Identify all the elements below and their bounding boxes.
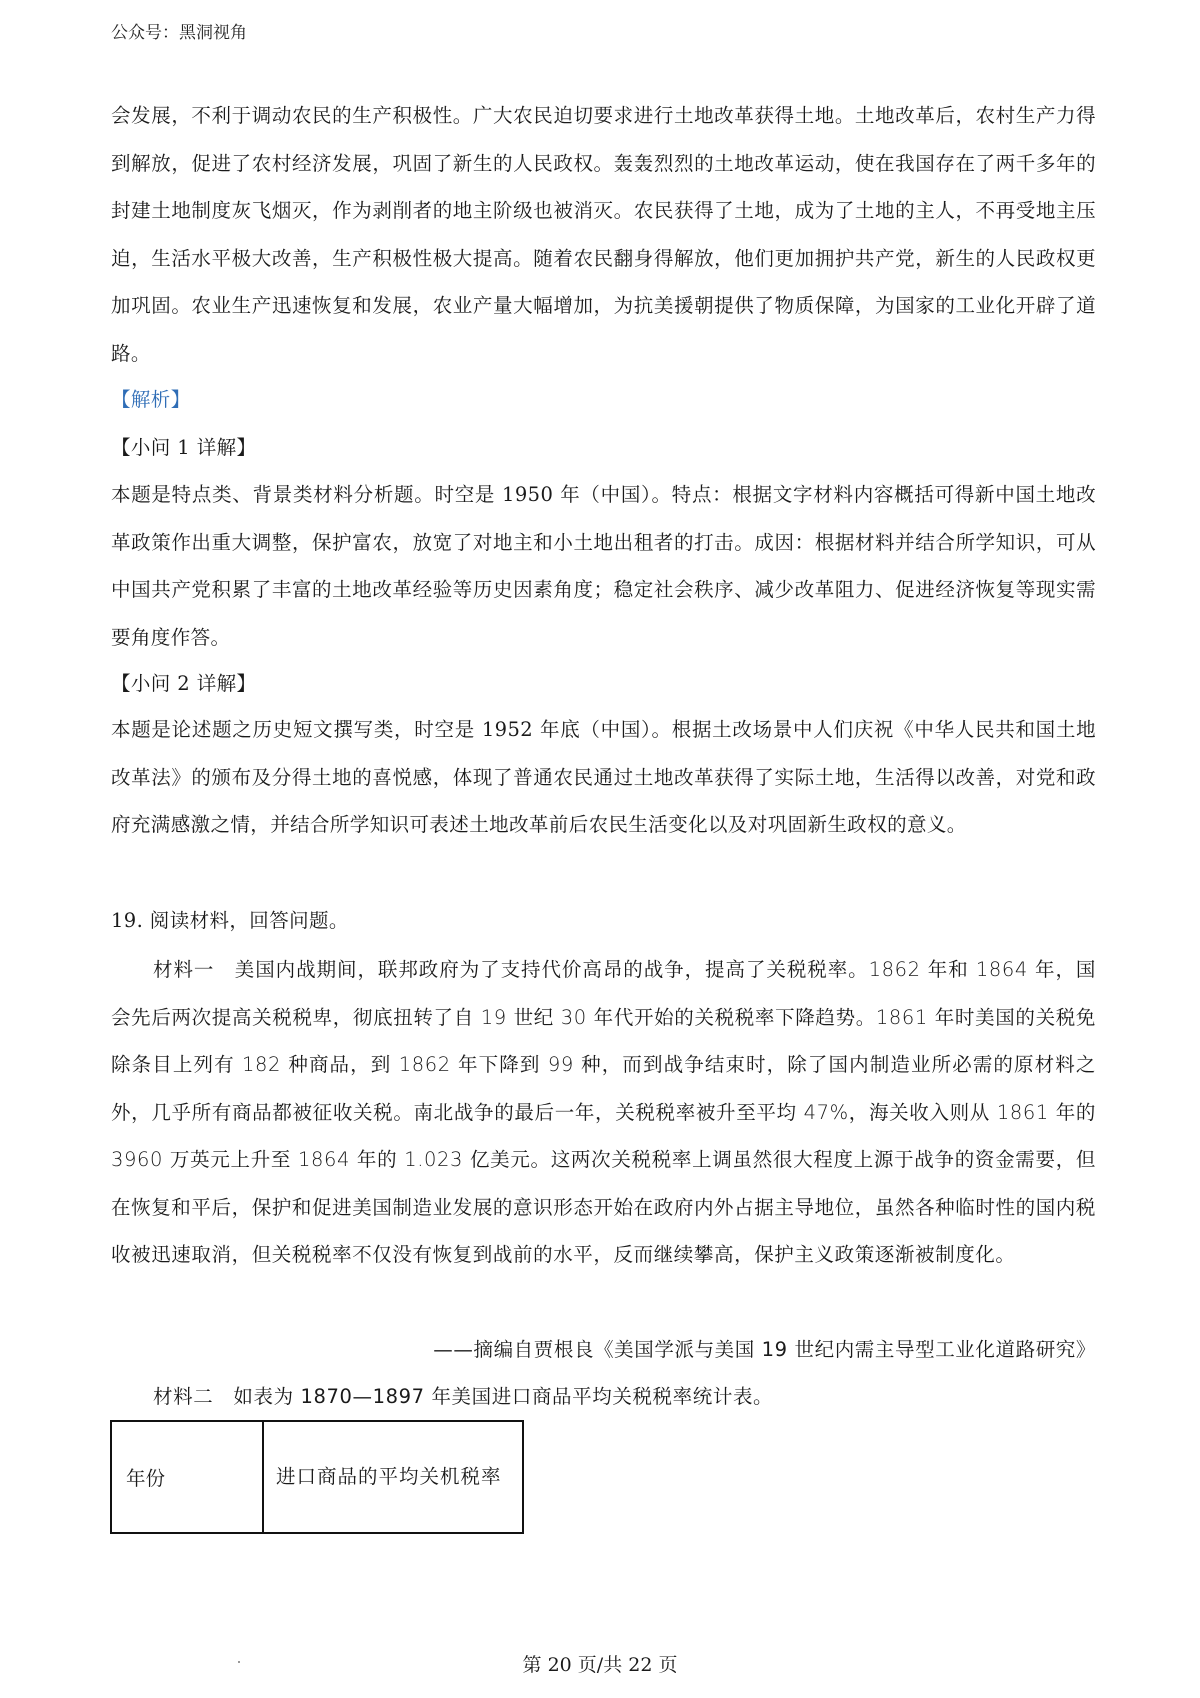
- analysis-heading: 【解析】: [111, 388, 191, 411]
- intro-paragraph: 会发展，不利于调动农民的生产积极性。广大农民迫切要求进行土地改革获得土地。土地改革后，农村生产力得到解放，促进了农村经济发展，巩固了新生的人民政权。轰轰烈烈的土地改革运动，使在我国存在了两千多年的封建土地制度灰飞烟灭，作为剥削者的地主阶级也被消灭。农民获得了土地，成为了土地的主人，不再受地主压迫，生活水平极大改善，生产积极性极大提高。随着农民翻身得解放，他们更加拥护共产党，新生的人民政权更加巩固。农业生产迅速恢复和发展，农业产量大幅增加，为抗美援朝提供了物质保障，为国家的工业化开辟了道路。: [111, 104, 1096, 365]
- header-account: 公众号：黑洞视角: [111, 23, 247, 43]
- header-average-tariff-rate: 进口商品的平均关机税率: [263, 1421, 523, 1533]
- q2-explanation: 本题是论述题之历史短文撰写类，时空是 1952 年底（中国）。根据土改场景中人们庆祝《中华人民共和国土地改革法》的颁布及分得土地的喜悦感，体现了普通农民通过土地改革获得了实际土地，生活得以改善，对党和政府充满感激之情，并结合所学知识可表述土地改革前后农民生活变化以及对巩固新生政权的意义。: [111, 718, 1096, 836]
- header-year: 年份: [111, 1421, 263, 1533]
- material-one-source: ——摘编自贾根良《美国学派与美国 19 世纪内需主导型工业化道路研究》: [433, 1338, 1096, 1361]
- table-header-row: [111, 1421, 523, 1533]
- q1-heading: 【小问 1 详解】: [111, 436, 257, 459]
- material-two: 材料二 如表为 1870—1897 年美国进口商品平均关税税率统计表。: [153, 1385, 774, 1408]
- q1-explanation: 本题是特点类、背景类材料分析题。时空是 1950 年（中国）。特点：根据文字材料内容概括可得新中国土地改革政策作出重大调整，保护富农，放宽了对地主和小土地出租者的打击。成因：根据材料并结合所学知识，可从中国共产党积累了丰富的土地改革经验等历史因素角度；稳定社会秩序、减少改革阻力、促进经济恢复等现实需要角度作答。: [111, 483, 1096, 649]
- page-number: 第 20 页/共 22 页: [522, 1654, 678, 1676]
- q2-heading: 【小问 2 详解】: [111, 672, 257, 695]
- tariff-table: [110, 1420, 524, 1534]
- question-19-prompt: 19. 阅读材料，回答问题。: [111, 909, 349, 932]
- material-one: 材料一 美国内战期间，联邦政府为了支持代价高昂的战争，提高了关税税率。1862 年和 1864 年，国会先后两次提高关税税卑，彻底扭转了自 19 世纪 30 年代开始的关税税率下降趋势。1861 年时美国的关税免除条目上列有 182 种商品，到 1862 年下降到 99 种，而到战争结束时，除了国内制造业所必需的原材料之外，几乎所有商品都被征收关税。南北战争的最后一年，关税税率被升至平均 47%，海关收入则从 1861 年的 3960 万英元上升至 1864 年的 1.023 亿美元。这两次关税税率上调虽然很大程度上源于战争的资金需要，但在恢复和平后，保护和促进美国制造业发展的意识形态开始在政府内外占据主导地位，虽然各种临时性的国内税收被迅速取消，但关税税率不仅没有恢复到战前的水平，反而继续攀高，保护主义政策逐渐被制度化。: [111, 958, 1096, 1266]
